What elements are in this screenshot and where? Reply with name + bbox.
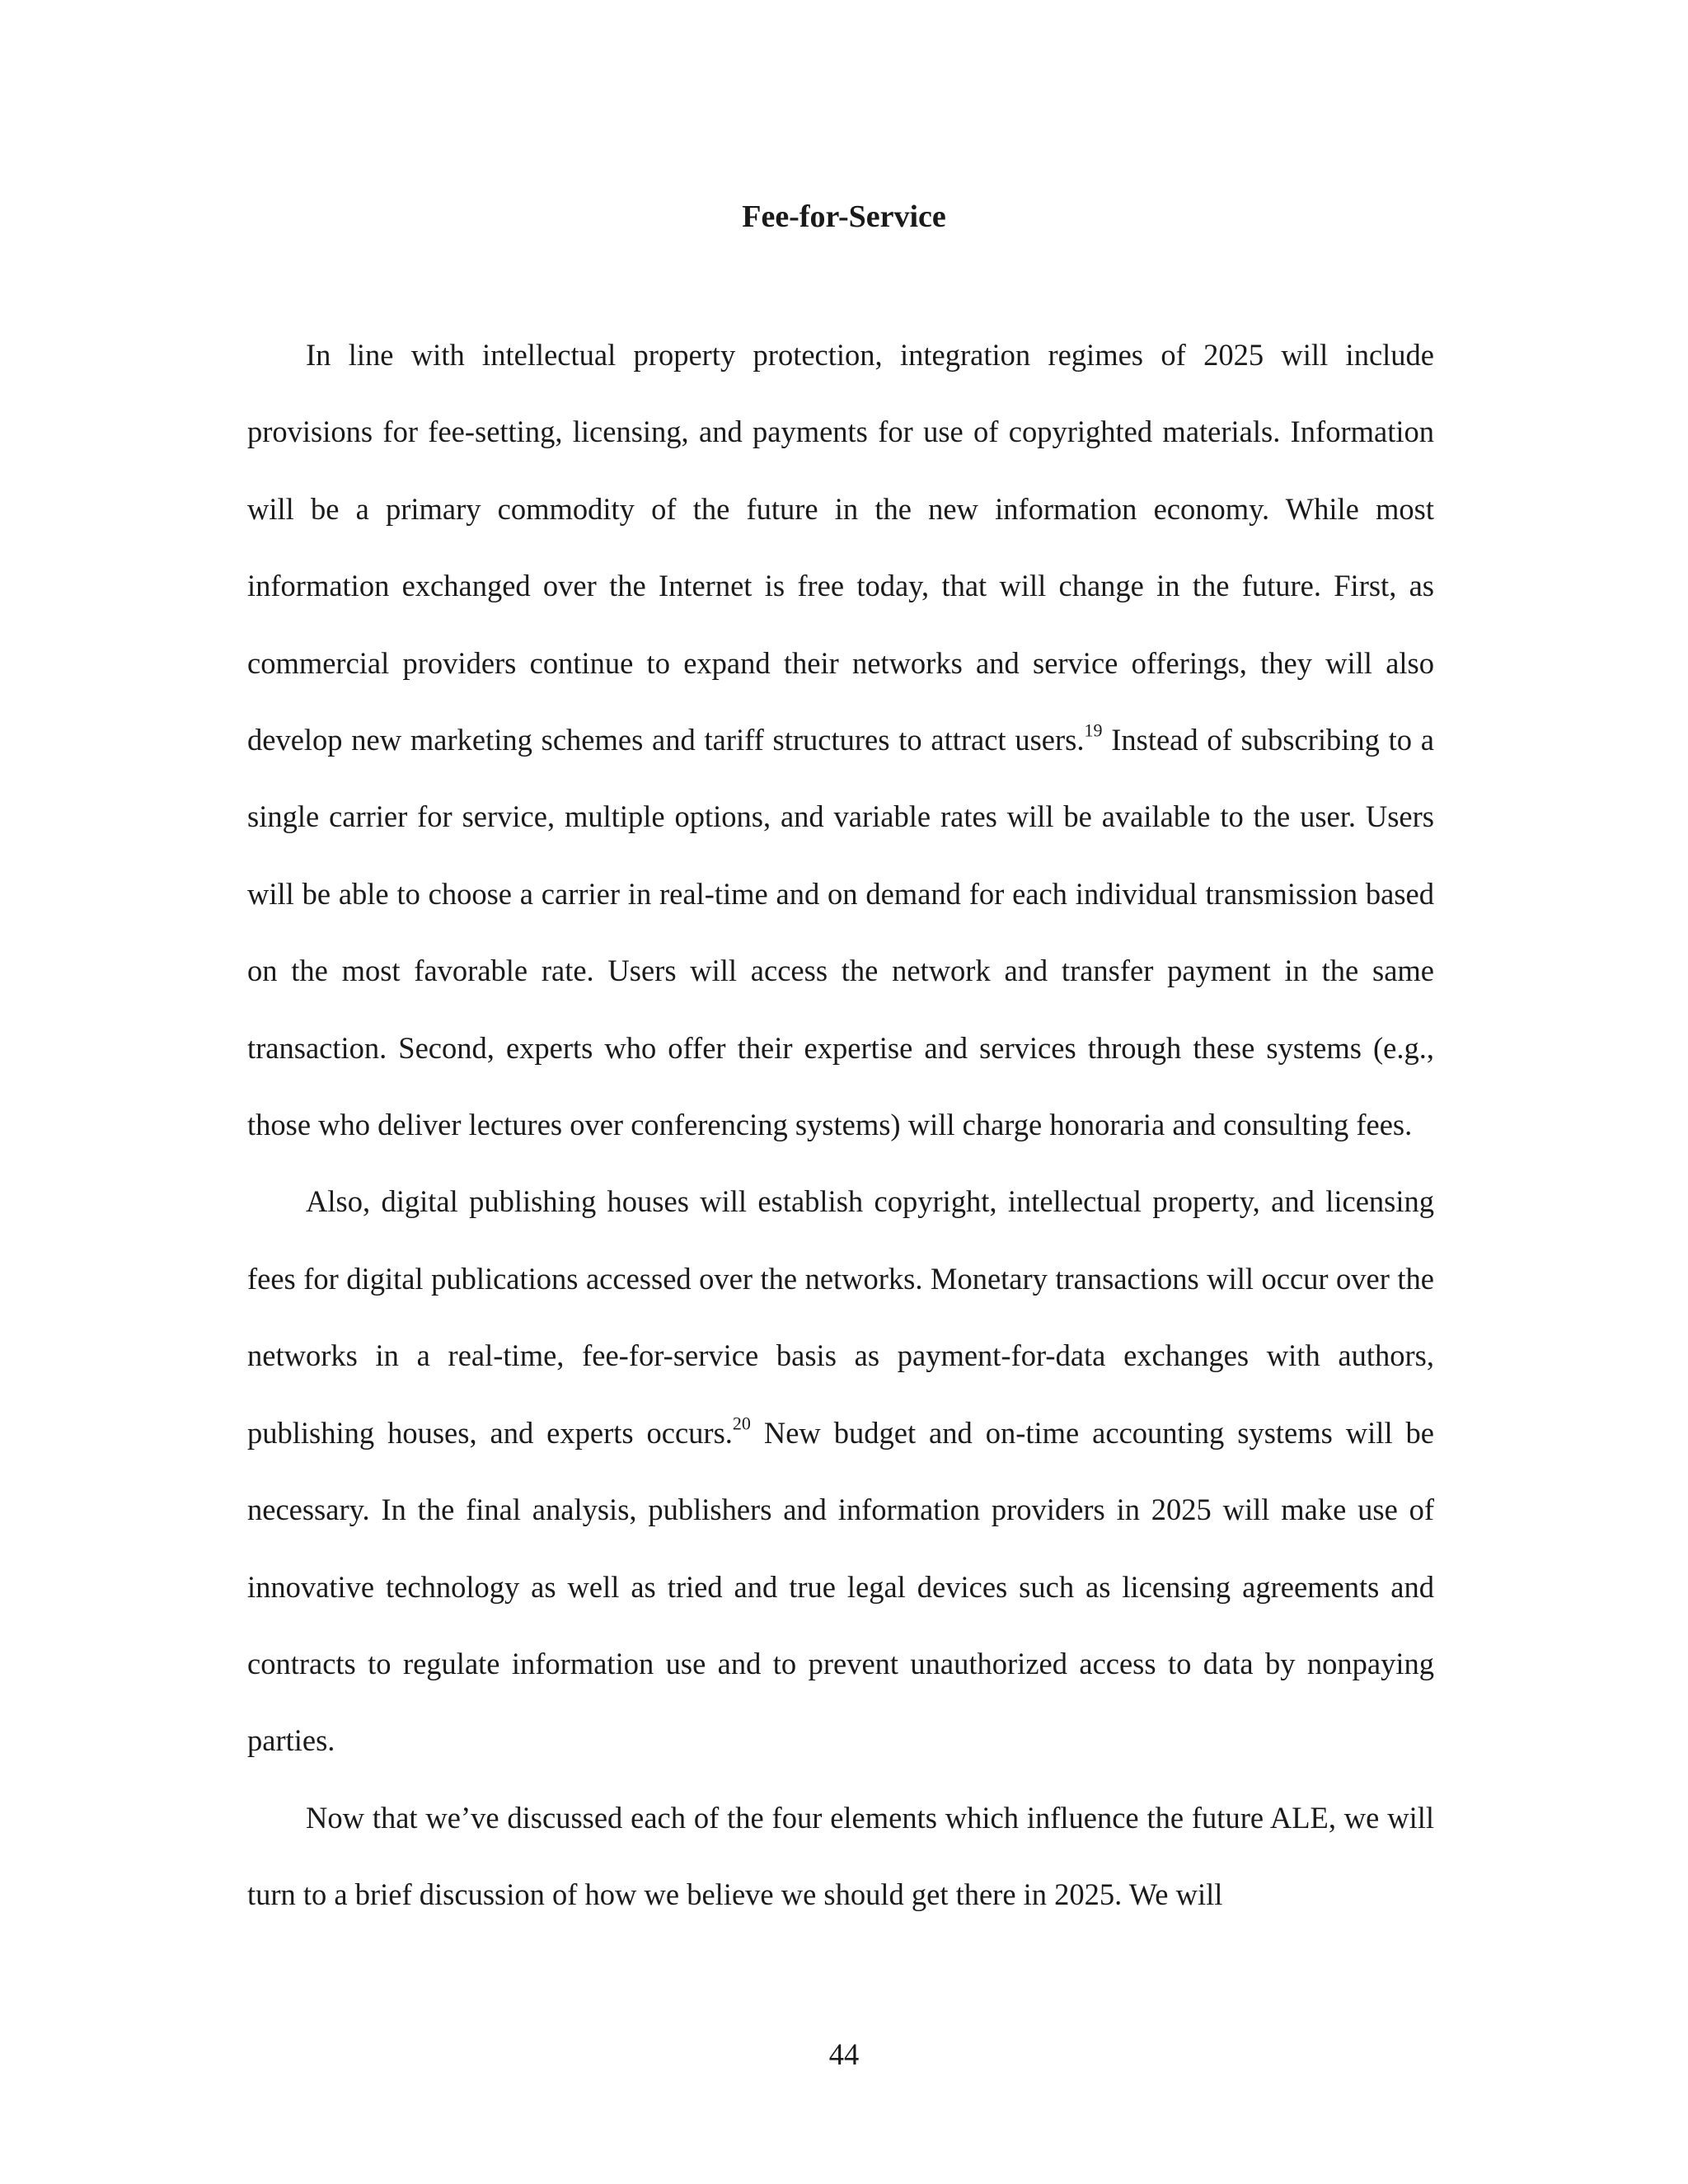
paragraph-text: Also, digital publishing houses will establish copyright, intellectual property, and licensing fees for digital publications accessed over the networks. Monetary transactions will occur over the networks in a real-time, fee-for-service basis as payment-for-data exchanges with authors, publishing houses, and experts occurs. [247, 1184, 1434, 1450]
paragraph-2 [247, 1163, 1434, 1779]
body-text [247, 316, 1434, 1933]
paragraph-3 [247, 1779, 1434, 1933]
paragraph-text: In line with intellectual property protection, integration regimes of 2025 will include provisions for fee-setting, licensing, and payments for use of copyrighted materials. Information will be a primary commodity of the future in the new information economy. While most information exchanged over the Internet is free today, that will change in the future. First, as commercial providers continue to expand their networks and service offerings, they will also develop new marketing schemes and tariff structures to attract users. [247, 338, 1434, 757]
footnote-ref-19[interactable]: 19 [1084, 719, 1103, 741]
paragraph-text: New budget and on-time accounting systems will be necessary. In the final analysis, publishers and information providers in 2025 will make use of innovative technology as well as tried and true legal devices such as licensing agreements and contracts to regulate information use and to prevent unauthorized access to data by nonpaying parties. [247, 1415, 1434, 1758]
paragraph-text: Now that we’ve discussed each of the four elements which influence the future ALE, we will turn to a brief discussion of how we believe we should get there in 2025. We will [247, 1800, 1434, 1912]
paragraph-text: Instead of subscribing to a single carrier for service, multiple options, and variable rates will be available to the user. Users will be able to choose a carrier in real-time and on demand for each individual transmission based on the most favorable rate. Users will access the network and transfer payment in the same transaction. Second, experts who offer their expertise and services through these systems (e.g., those who deliver lectures over conferencing systems) will charge honoraria and consulting fees. [247, 723, 1434, 1142]
footnote-ref-20[interactable]: 20 [732, 1413, 751, 1434]
page-number: 44 [828, 2037, 860, 2071]
section-heading: Fee-for-Service [742, 199, 946, 234]
paragraph-1 [247, 316, 1434, 1163]
